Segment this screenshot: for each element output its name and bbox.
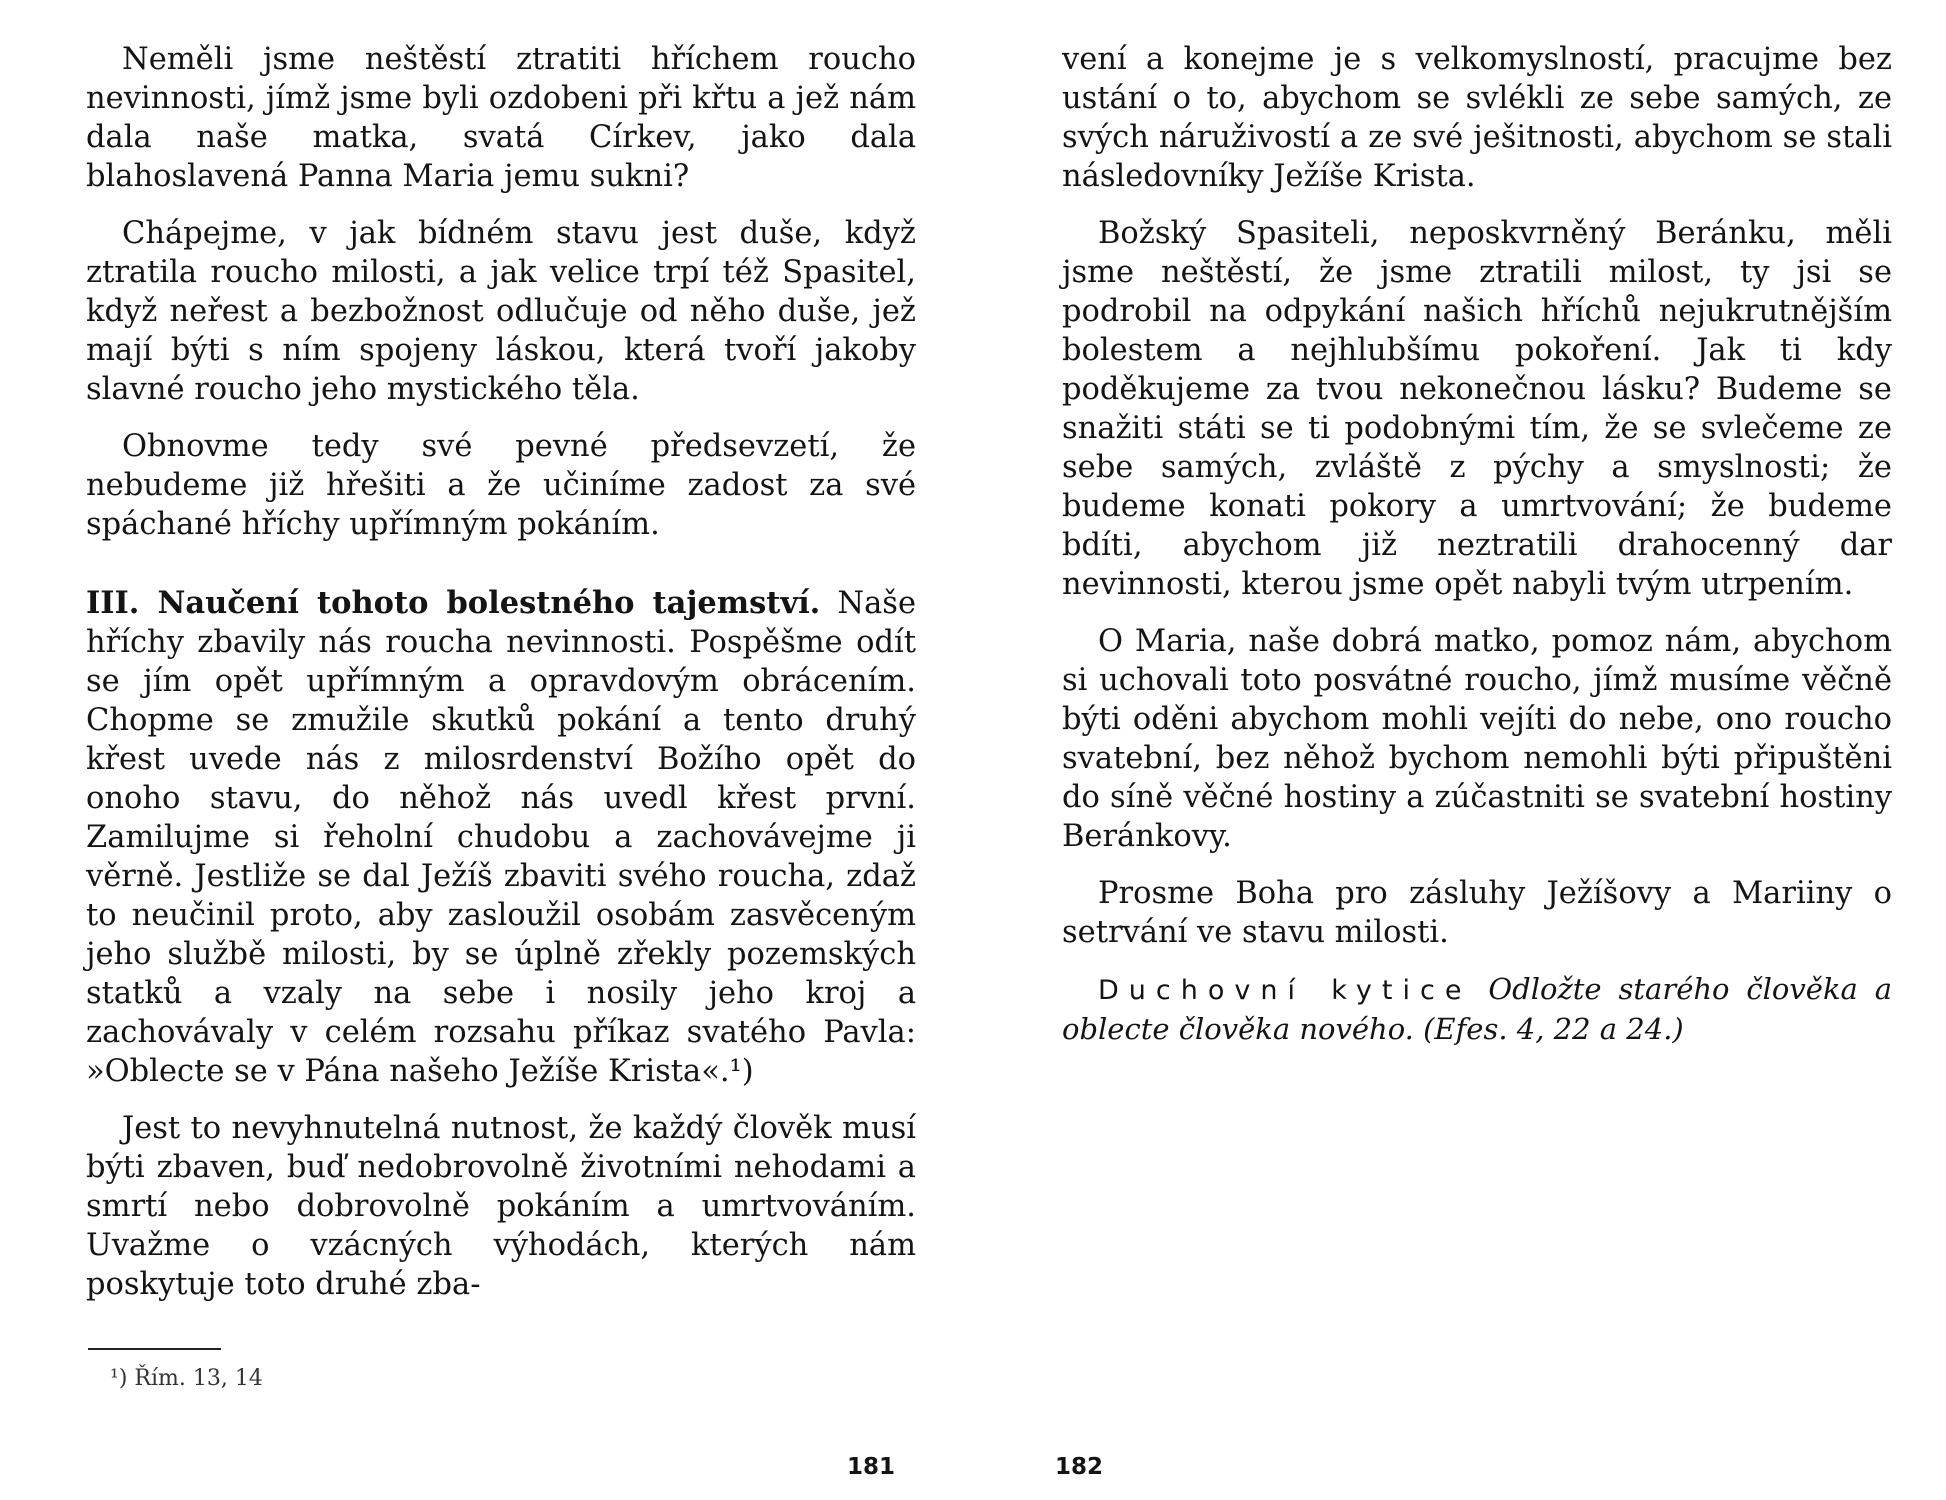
left-closing-paragraph: Jest to nevyhnutelná nutnost, že každý člověk musí býti zbaven, buď nedobrovolně životními nehodami a smrtí nebo dobrovolně pokáním a umrtvováním. Uvažme o vzácných výhodách, kterých nám poskytuje toto druhé zba- bbox=[86, 1111, 916, 1302]
page-number-right: 182 bbox=[1055, 1454, 1104, 1480]
left-paragraph-1: Neměli jsme neštěstí ztratiti hříchem roucho nevinnosti, jímž jsme byli ozdobeni při křtu a jež nám dala naše matka, svatá Církev, jako dala blahoslavená Panna Maria jemu sukni? bbox=[86, 42, 916, 194]
footnote-divider bbox=[88, 1348, 221, 1350]
right-paragraph-1: vení a konejme je s velkomyslností, pracujme bez ustání o to, abychom se svlékli ze sebe samých, ze svých náruživostí a ze své ješitnosti, abychom se stali následovníky Ježíše Krista. bbox=[1062, 42, 1892, 194]
spiritual-bouquet-text: Odložte starého člověka a oblecte člověka nového. (Efes. 4, 22 a 24.) bbox=[1062, 972, 1893, 1046]
section-paragraph bbox=[86, 584, 916, 1091]
left-paragraph-3: Obnovme tedy své pevné předsevzetí, že nebudeme již hřešiti a že učiníme zadost za své spáchané hříchy upřímným pokáním. bbox=[86, 429, 916, 542]
right-paragraph-4: Prosme Boha pro zásluhy Ježíšovy a Mariiny o setrvání ve stavu milosti. bbox=[1062, 876, 1892, 950]
left-page bbox=[86, 40, 916, 1322]
spiritual-bouquet-label: Duchovní kytice bbox=[1098, 975, 1472, 1006]
section-text: Naše hříchy zbavily nás roucha nevinnosti. Pospěšme odít se jím opět upřímným a opravdovým obrácením. Chopme se zmužile skutků pokání a tento druhý křest uvede nás z milosrdenství Božího opět do onoho stavu, do něhož nás uvedl křest první. Zamilujme si řeholní chudobu a zachovávejme ji věrně. Jestliže se dal Ježíš zbaviti svého roucha, zdaž to neučinil proto, aby zasloužil osobám zasvěceným jeho službě milosti, by se úplně zřekly pozemských statků a vzaly na sebe i nosily jeho kroj a zachovávaly v celém rozsahu příkaz svatého Pavla: »Oblecte se v Pána našeho Ježíše Krista«.¹) bbox=[86, 586, 916, 1089]
right-paragraph-3: O Maria, naše dobrá matko, pomoz nám, abychom si uchovali toto posvátné roucho, jímž musíme věčně býti oděni abychom mohli vejíti do nebe, ono roucho svatební, bez něhož bychom nemohli býti připuštěni do síně věčné hostiny a zúčastniti se svatební hostiny Beránkovy. bbox=[1062, 624, 1892, 854]
spiritual-bouquet bbox=[1062, 970, 1892, 1049]
right-paragraph-2: Božský Spasiteli, neposkvrněný Beránku, měli jsme neštěstí, že jsme ztratili milost, ty jsi se podrobil na odpykání našich hříchů nejukrutnějším bolestem a nejhlubšímu pokoření. Jak ti kdy poděkujeme za tvou nekonečnou lásku? Budeme se snažiti státi se ti podobnými tím, že se svlečeme ze sebe samých, zvláště z pýchy a smyslnosti; že budeme konati pokory a umrtvování; že budeme bdíti, abychom již neztratili drahocenný dar nevinnosti, kterou jsme opět nabyli tvým utrpením. bbox=[1062, 216, 1892, 602]
page-number-left: 181 bbox=[847, 1454, 896, 1480]
right-page bbox=[1062, 40, 1892, 1049]
footnote: ¹) Řím. 13, 14 bbox=[110, 1366, 263, 1391]
left-paragraph-2: Chápejme, v jak bídném stavu jest duše, když ztratila roucho milosti, a jak velice trpí též Spasitel, když neřest a bezbožnost odlučuje od něho duše, jež mají býti s ním spojeny láskou, která tvoří jakoby slavné roucho jeho mystického těla. bbox=[86, 216, 916, 407]
section-heading: III. Naučení tohoto bolestného tajemství. bbox=[86, 585, 821, 621]
